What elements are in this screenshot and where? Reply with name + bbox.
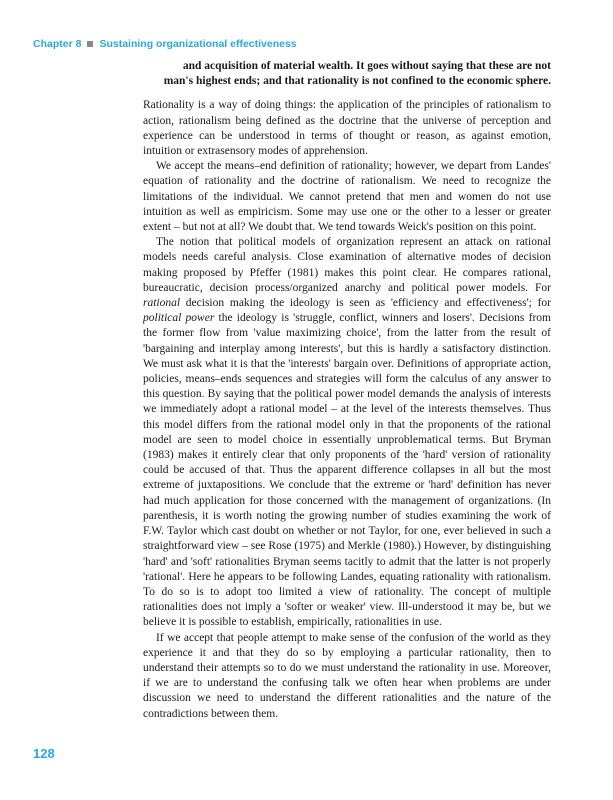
text-run: decision making the ideology is seen as 'efficiency and effectiveness'; for [180,297,551,310]
block-quote [143,59,551,89]
paragraph: Rationality is a way of doing things: the application of the principles of rationalism to action, rationalism being defined as the doctrine that the universe of perception and experience can be understood in terms of thought or reason, as against emotion, intuition or extrasensory modes of apprehension. [143,99,551,158]
quote-line: and acquisition of material wealth. It goes without saying that these are not [182,60,551,72]
page-number: 128 [33,746,55,761]
quote-line: man's highest ends; and that rationality is not confined to the economic sphere. [163,75,551,88]
chapter-title: Sustaining organizational effectiveness [99,38,297,50]
chapter-label: Chapter 8 [33,38,82,50]
separator-square-icon [87,41,93,47]
emphasis: rational [143,297,181,310]
text-run: The notion that political models of organization represent an attack on rational models needs careful analysis. Close examination of alternative modes of decision making proposed by Pfeffer (1981) makes this point clear. He compares rational, bureaucratic, decision process/organized anarchy and political power models. For [143,236,551,294]
body-text [143,59,551,722]
paragraph: If we accept that people attempt to make sense of the confusion of the world as they experience it and that they do so by employing a particular rationality, then to understand their attempts so to do we must understand the rationality in use. Moreover, if we are to understand the confusing talk we often hear when problems are under discussion we need to understand the different rationalities and the nature of the contradictions between them. [143,631,551,720]
paragraph: We accept the means–end definition of rationality; however, we depart from Landes' equation of rationality and the doctrine of rationalism. We need to recognize the limitations of the individual. We cannot pretend that men and women do not use intuition as well as empiricism. Some may use one or the other to a lesser or greater extent – but not at all? We doubt that. We tend towards Weick's position on this point. [143,160,551,234]
emphasis: political power [143,312,215,325]
paragraph [143,235,551,630]
running-header [33,38,297,50]
text-run: the ideology is 'struggle, conflict, winners and losers'. Decisions from the former flow from 'value maximizing choice', from the latter from the result of 'bargaining and interplay among interests', but this is hardly a satisfactory distinction. We must ask what it is that the 'interests' bargain over. Definitions of appropriate action, policies, means–ends sequences and strategies will form the calculus of any answer to this question. By saying that the political power model demands the analysis of interests we immediately adopt a rational model – at the level of the interests themselves. Thus this model differs from the rational model only in that the proponents of the rational model are seen to model choice in essentially unproblematical terms. But Bryman (1983) makes it entirely clear that only proponents of the 'hard' version of rationality could be accused of that. Thus the apparent difference collapses in all but the most extreme of juxtapositions. We conclude that the extreme or 'hard' definition has never had much application for those concerned with the management of organizations. (In parenthesis, it is worth noting the growing number of studies examining the work of F.W. Taylor which cast doubt on whether or not Taylor, for one, ever believed in such a straightforward view – see Rose (1975) and Merkle (1980).) However, by distinguishing 'hard' and 'soft' rationalities Bryman seems tacitly to admit that the latter is not properly 'rational'. Here he appears to be following Landes, equating rationality with rationalism. To do so is to adopt too limited a view of rationality. The concept of multiple rationalities does not imply a 'softer or weaker' view. Ill-understood it may be, but we believe it is possible to establish, empirically, rationalities in use. [143,312,551,629]
